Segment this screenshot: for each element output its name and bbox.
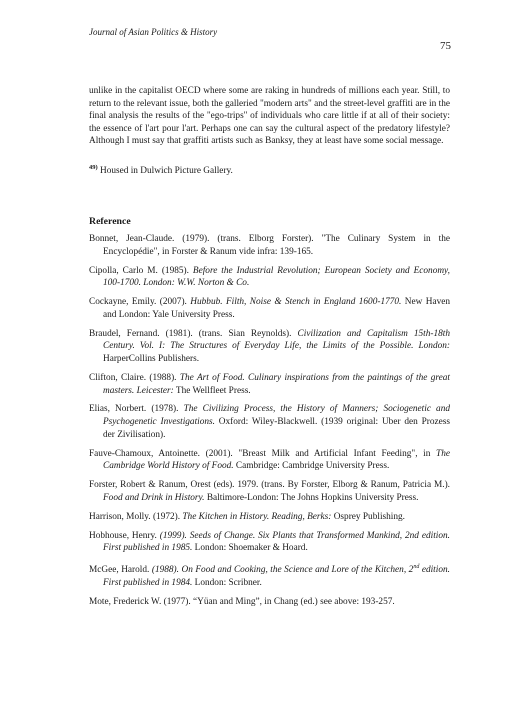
reference-entry xyxy=(89,596,450,609)
reference-title: The Civilizing Process, the History of Manners; Sociogenetic and Psychogenetic Investigations. xyxy=(103,404,450,428)
reference-entry xyxy=(89,530,450,555)
reference-entry xyxy=(89,265,450,290)
reference-text: Hobhouse, Henry. xyxy=(89,530,160,541)
reference-text: Clifton, Claire. (1988). xyxy=(89,372,180,383)
reference-text: Elias, Norbert. (1978). xyxy=(89,404,184,415)
reference-text: Cockayne, Emily. (2007). xyxy=(89,297,191,308)
reference-title: Hubbub. Filth, Noise & Stench in England 1600-1770. xyxy=(190,297,402,308)
page-number: 75 xyxy=(440,40,451,52)
reference-title-cont: edition. First published in 1984. xyxy=(103,565,450,589)
reference-publisher: Oxford: Wiley-Blackwell. (1939 original: Uber den Prozess der Zivilisation). xyxy=(103,417,450,440)
reference-title: The Cambridge World History of Food. xyxy=(103,448,450,472)
reference-title: Civilization and Capitalism 15th-18th Century. Vol. I: The Structures of Everyday Life, the Limits of the Possible. London: xyxy=(103,328,450,352)
reference-publisher: New Haven and London: Yale University Press. xyxy=(103,297,450,320)
reference-text: Fauve-Chamoux, Antoinette. (2001). "Breast Milk and Artificial Infant Feeding", in xyxy=(89,448,437,459)
references-heading: Reference xyxy=(89,216,131,227)
reference-publisher: London: Shoemaker & Hoard. xyxy=(192,543,308,554)
footnote xyxy=(89,162,450,178)
reference-entry xyxy=(89,403,450,441)
reference-title: The Kitchen in History. Reading, Berks: xyxy=(182,511,332,522)
body-paragraph: unlike in the capitalist OECD where some are raking in hundreds of millions each year. Still, to return to the relevant issue, both the galleried "modern arts" and the street-level graffiti are in the final analysis the results of the "ego-trips" of individuals who care little if at all of their society: the essence of l'art pour l'art. Perhaps one can say the cultural aspect of the predatory lifestyle? Although I must say that graffiti artists such as Banksy, they at least have some social message. xyxy=(89,86,450,147)
reference-publisher: Baltimore-London: The Johns Hopkins University Press. xyxy=(204,492,419,503)
reference-entry xyxy=(89,233,450,258)
reference-text: McGee, Harold. xyxy=(89,565,152,576)
reference-publisher: Osprey Publishing. xyxy=(331,511,405,522)
reference-publisher: The Wellfleet Press. xyxy=(173,385,251,396)
reference-text: Bonnet, Jean-Claude. (1979). (trans. Elborg Forster). "The Culinary System in the Encyclopédie", in Forster & Ranum vide infra: 139-165. xyxy=(89,234,450,257)
footnote-text: Housed in Dulwich Picture Gallery. xyxy=(97,166,233,177)
reference-entry xyxy=(89,328,450,366)
reference-text: Cipolla, Carlo M. (1985). xyxy=(89,265,193,276)
reference-title: (1999). Seeds of Change. Six Plants that Transformed Mankind, 2nd edition. First published in 1985. xyxy=(103,530,450,554)
reference-entry xyxy=(89,561,450,589)
reference-entry xyxy=(89,296,450,321)
reference-entry xyxy=(89,479,450,504)
reference-entry xyxy=(89,372,450,397)
reference-list xyxy=(89,233,450,615)
reference-text: Mote, Frederick W. (1977). “Yüan and Ming”, in Chang (ed.) see above: 193-257. xyxy=(89,597,395,608)
reference-title: The Art of Food. Culinary inspirations from the paintings of the great masters. Leicester: xyxy=(103,372,450,396)
reference-text: Forster, Robert & Ranum, Orest (eds). 1979. (trans. By Forster, Elborg & Ranum, Patricia M.). xyxy=(89,480,450,491)
reference-title: (1988). On Food and Cooking, the Science and Lore of the Kitchen, 2 xyxy=(151,565,414,576)
reference-publisher: London: Scribner. xyxy=(192,578,262,589)
reference-title: Before the Industrial Revolution; European Society and Economy, 100-1700. London: W.W. Norton & Co. xyxy=(103,265,450,289)
reference-superscript: nd xyxy=(413,564,420,571)
reference-title: Food and Drink in History. xyxy=(103,492,205,503)
reference-text: Harrison, Molly. (1972). xyxy=(89,511,183,522)
reference-publisher: HarperCollins Publishers. xyxy=(103,353,200,364)
reference-publisher: Cambridge: Cambridge University Press. xyxy=(233,461,390,472)
reference-text: Braudel, Fernand. (1981). (trans. Sian Reynolds). xyxy=(89,328,298,339)
reference-entry xyxy=(89,511,450,524)
running-header-journal-title: Journal of Asian Politics & History xyxy=(89,27,218,37)
footnote-number: 49) xyxy=(89,164,98,171)
reference-entry xyxy=(89,448,450,473)
